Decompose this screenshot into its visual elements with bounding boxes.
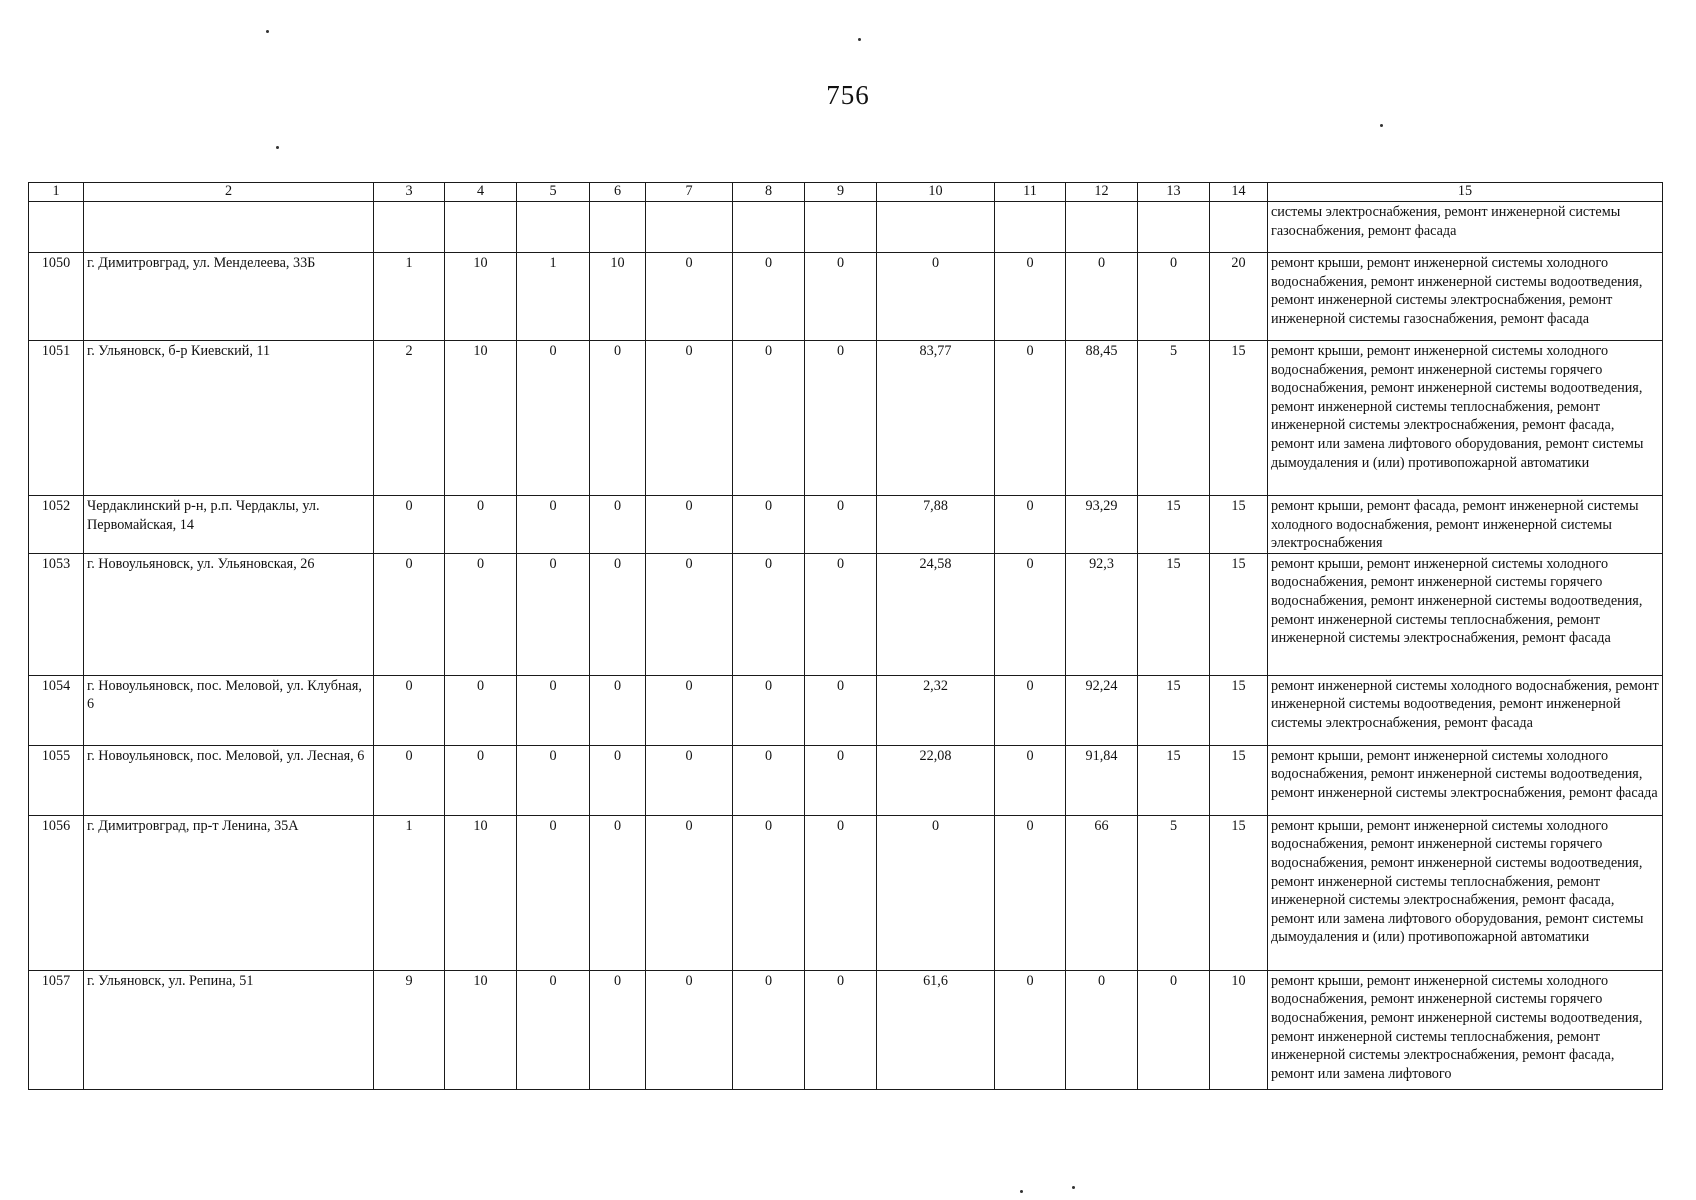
- value-cell: 88,45: [1066, 341, 1138, 496]
- value-cell: 0: [733, 815, 805, 970]
- scan-speck: [858, 38, 861, 41]
- row-number: 1057: [29, 970, 84, 1089]
- register-body: [29, 202, 1663, 1090]
- value-cell: [805, 202, 877, 253]
- value-cell: 1: [374, 253, 445, 341]
- column-header: 12: [1066, 183, 1138, 202]
- works-cell: ремонт крыши, ремонт инженерной системы холодного водоснабжения, ремонт инженерной системы водоотведения, ремонт инженерной системы электроснабжения, ремонт фасада: [1268, 745, 1663, 815]
- value-cell: 93,29: [1066, 496, 1138, 554]
- value-cell: 0: [995, 341, 1066, 496]
- address-cell: г. Ульяновск, ул. Репина, 51: [84, 970, 374, 1089]
- column-number-row: [29, 183, 1663, 202]
- value-cell: [1138, 202, 1210, 253]
- value-cell: 9: [374, 970, 445, 1089]
- value-cell: 0: [805, 675, 877, 745]
- column-header: 13: [1138, 183, 1210, 202]
- value-cell: 0: [995, 970, 1066, 1089]
- page-number: 756: [826, 80, 870, 110]
- value-cell: 61,6: [877, 970, 995, 1089]
- value-cell: 0: [646, 253, 733, 341]
- value-cell: 0: [646, 341, 733, 496]
- value-cell: 0: [517, 815, 590, 970]
- row-number: 1054: [29, 675, 84, 745]
- table-row: [29, 553, 1663, 675]
- value-cell: [590, 202, 646, 253]
- works-cell: ремонт крыши, ремонт инженерной системы холодного водоснабжения, ремонт инженерной системы горячего водоснабжения, ремонт инженерной системы водоотведения, ремонт инженерной системы теплоснабжения, ремонт инженерной системы электроснабжения, ремонт фасада: [1268, 553, 1663, 675]
- scan-speck: [276, 146, 279, 149]
- value-cell: 10: [445, 815, 517, 970]
- value-cell: 0: [590, 970, 646, 1089]
- value-cell: 22,08: [877, 745, 995, 815]
- value-cell: [445, 202, 517, 253]
- value-cell: [995, 202, 1066, 253]
- value-cell: 0: [445, 675, 517, 745]
- value-cell: 0: [877, 815, 995, 970]
- value-cell: 0: [590, 341, 646, 496]
- value-cell: 0: [805, 553, 877, 675]
- value-cell: 0: [646, 815, 733, 970]
- value-cell: 0: [374, 675, 445, 745]
- value-cell: 7,88: [877, 496, 995, 554]
- value-cell: 0: [646, 970, 733, 1089]
- column-header: 7: [646, 183, 733, 202]
- value-cell: 0: [805, 341, 877, 496]
- column-header: 9: [805, 183, 877, 202]
- value-cell: 0: [877, 253, 995, 341]
- address-cell: [84, 202, 374, 253]
- value-cell: 0: [995, 253, 1066, 341]
- works-cell: ремонт крыши, ремонт инженерной системы холодного водоснабжения, ремонт инженерной системы горячего водоснабжения, ремонт инженерной системы водоотведения, ремонт инженерной системы теплоснабжения, ремонт инженерной системы электроснабжения, ремонт фасада, ремонт или замена лифтового: [1268, 970, 1663, 1089]
- row-number: 1055: [29, 745, 84, 815]
- value-cell: 0: [646, 745, 733, 815]
- value-cell: 2: [374, 341, 445, 496]
- column-header: 15: [1268, 183, 1663, 202]
- table-row: [29, 745, 1663, 815]
- value-cell: 0: [805, 253, 877, 341]
- table-row: [29, 253, 1663, 341]
- value-cell: [517, 202, 590, 253]
- column-header: 11: [995, 183, 1066, 202]
- value-cell: 92,3: [1066, 553, 1138, 675]
- scan-speck: [266, 30, 269, 33]
- value-cell: 15: [1210, 815, 1268, 970]
- value-cell: 0: [995, 745, 1066, 815]
- value-cell: 10: [445, 341, 517, 496]
- value-cell: 5: [1138, 815, 1210, 970]
- table-row: [29, 341, 1663, 496]
- value-cell: 0: [805, 970, 877, 1089]
- value-cell: 0: [590, 815, 646, 970]
- value-cell: 0: [733, 970, 805, 1089]
- value-cell: 0: [1066, 253, 1138, 341]
- value-cell: 92,24: [1066, 675, 1138, 745]
- table-row: [29, 970, 1663, 1089]
- value-cell: 10: [1210, 970, 1268, 1089]
- value-cell: 0: [590, 745, 646, 815]
- works-cell: ремонт инженерной системы холодного водоснабжения, ремонт инженерной системы водоотведения, ремонт инженерной системы электроснабжения, ремонт фасада: [1268, 675, 1663, 745]
- value-cell: 15: [1210, 745, 1268, 815]
- works-cell: ремонт крыши, ремонт фасада, ремонт инженерной системы холодного водоснабжения, ремонт инженерной системы электроснабжения: [1268, 496, 1663, 554]
- works-cell: ремонт крыши, ремонт инженерной системы холодного водоснабжения, ремонт инженерной системы горячего водоснабжения, ремонт инженерной системы водоотведения, ремонт инженерной системы теплоснабжения, ремонт инженерной системы электроснабжения, ремонт фасада, ремонт или замена лифтового оборудования, ремонт системы дымоудаления и (или) противопожарной автоматики: [1268, 815, 1663, 970]
- address-cell: Чердаклинский р-н, р.п. Чердаклы, ул. Первомайская, 14: [84, 496, 374, 554]
- value-cell: 0: [733, 496, 805, 554]
- value-cell: 24,58: [877, 553, 995, 675]
- value-cell: 0: [374, 553, 445, 675]
- value-cell: 0: [590, 675, 646, 745]
- scan-speck: [1072, 1186, 1075, 1189]
- value-cell: 0: [733, 253, 805, 341]
- value-cell: 0: [590, 553, 646, 675]
- value-cell: 2,32: [877, 675, 995, 745]
- column-header: 4: [445, 183, 517, 202]
- value-cell: 0: [646, 553, 733, 675]
- works-cell: ремонт крыши, ремонт инженерной системы холодного водоснабжения, ремонт инженерной системы горячего водоснабжения, ремонт инженерной системы водоотведения, ремонт инженерной системы теплоснабжения, ремонт инженерной системы электроснабжения, ремонт фасада, ремонт или замена лифтового оборудования, ремонт системы дымоудаления и (или) противопожарной автоматики: [1268, 341, 1663, 496]
- value-cell: 15: [1138, 496, 1210, 554]
- value-cell: 15: [1210, 675, 1268, 745]
- column-header: 1: [29, 183, 84, 202]
- value-cell: 10: [590, 253, 646, 341]
- value-cell: 0: [805, 815, 877, 970]
- value-cell: 15: [1138, 675, 1210, 745]
- value-cell: 0: [445, 496, 517, 554]
- column-header: 6: [590, 183, 646, 202]
- value-cell: 0: [517, 745, 590, 815]
- value-cell: 0: [517, 553, 590, 675]
- value-cell: 0: [646, 496, 733, 554]
- works-cell: ремонт крыши, ремонт инженерной системы холодного водоснабжения, ремонт инженерной системы водоотведения, ремонт инженерной системы электроснабжения, ремонт инженерной системы газоснабжения, ремонт фасада: [1268, 253, 1663, 341]
- works-cell: системы электроснабжения, ремонт инженерной системы газоснабжения, ремонт фасада: [1268, 202, 1663, 253]
- value-cell: 0: [517, 675, 590, 745]
- value-cell: 0: [445, 553, 517, 675]
- address-cell: г. Димитровград, пр-т Ленина, 35А: [84, 815, 374, 970]
- value-cell: 0: [733, 675, 805, 745]
- value-cell: 1: [374, 815, 445, 970]
- register-table: [28, 182, 1663, 1090]
- value-cell: 15: [1210, 496, 1268, 554]
- value-cell: 20: [1210, 253, 1268, 341]
- address-cell: г. Ульяновск, б-р Киевский, 11: [84, 341, 374, 496]
- table-row: [29, 815, 1663, 970]
- column-header: 2: [84, 183, 374, 202]
- value-cell: 0: [733, 745, 805, 815]
- table-row: [29, 496, 1663, 554]
- value-cell: 10: [445, 970, 517, 1089]
- value-cell: 0: [1138, 253, 1210, 341]
- scan-speck: [1020, 1190, 1023, 1193]
- value-cell: 15: [1138, 553, 1210, 675]
- row-number: 1051: [29, 341, 84, 496]
- address-cell: г. Новоульяновск, ул. Ульяновская, 26: [84, 553, 374, 675]
- value-cell: [1066, 202, 1138, 253]
- value-cell: [646, 202, 733, 253]
- value-cell: 0: [995, 675, 1066, 745]
- value-cell: 0: [445, 745, 517, 815]
- row-number: [29, 202, 84, 253]
- value-cell: 0: [805, 745, 877, 815]
- scan-speck: [1380, 124, 1383, 127]
- table-row: [29, 202, 1663, 253]
- value-cell: 0: [374, 745, 445, 815]
- value-cell: 91,84: [1066, 745, 1138, 815]
- value-cell: 15: [1138, 745, 1210, 815]
- table-row: [29, 675, 1663, 745]
- value-cell: 5: [1138, 341, 1210, 496]
- address-cell: г. Новоульяновск, пос. Меловой, ул. Клубная, 6: [84, 675, 374, 745]
- value-cell: 1: [517, 253, 590, 341]
- value-cell: 0: [733, 553, 805, 675]
- value-cell: 15: [1210, 341, 1268, 496]
- value-cell: 0: [995, 496, 1066, 554]
- value-cell: 0: [517, 496, 590, 554]
- column-header: 5: [517, 183, 590, 202]
- value-cell: [1210, 202, 1268, 253]
- row-number: 1053: [29, 553, 84, 675]
- value-cell: 15: [1210, 553, 1268, 675]
- column-header: 8: [733, 183, 805, 202]
- value-cell: [877, 202, 995, 253]
- value-cell: 10: [445, 253, 517, 341]
- column-header: 3: [374, 183, 445, 202]
- column-header: 14: [1210, 183, 1268, 202]
- value-cell: 66: [1066, 815, 1138, 970]
- row-number: 1056: [29, 815, 84, 970]
- value-cell: 0: [995, 815, 1066, 970]
- value-cell: 0: [590, 496, 646, 554]
- column-header: 10: [877, 183, 995, 202]
- value-cell: 0: [1066, 970, 1138, 1089]
- value-cell: 0: [517, 970, 590, 1089]
- value-cell: 0: [646, 675, 733, 745]
- value-cell: 0: [374, 496, 445, 554]
- value-cell: [733, 202, 805, 253]
- address-cell: г. Димитровград, ул. Менделеева, 33Б: [84, 253, 374, 341]
- value-cell: 0: [733, 341, 805, 496]
- address-cell: г. Новоульяновск, пос. Меловой, ул. Лесная, 6: [84, 745, 374, 815]
- row-number: 1052: [29, 496, 84, 554]
- value-cell: [374, 202, 445, 253]
- value-cell: 0: [995, 553, 1066, 675]
- value-cell: 0: [805, 496, 877, 554]
- value-cell: 83,77: [877, 341, 995, 496]
- row-number: 1050: [29, 253, 84, 341]
- value-cell: 0: [517, 341, 590, 496]
- value-cell: 0: [1138, 970, 1210, 1089]
